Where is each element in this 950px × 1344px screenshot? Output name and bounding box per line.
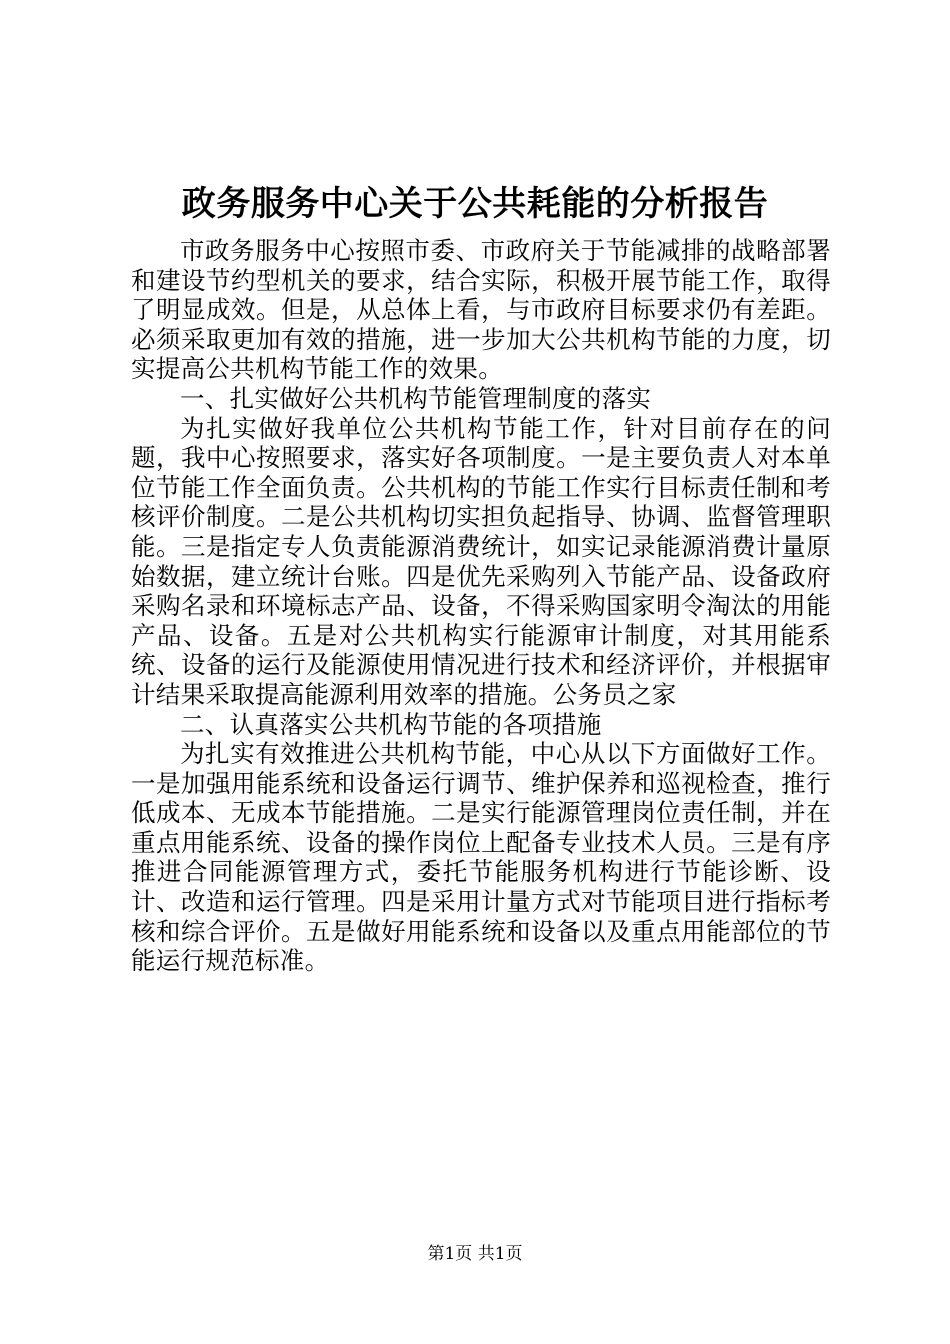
intro-paragraph: 市政务服务中心按照市委、市政府关于节能减排的战略部署和建设节约型机关的要求，结合实际，积极开展节能工作，取得了明显成效。但是，从总体上看，与市政府目标要求仍有差距。必须采取更加有效的措施，进一步加大公共机构节能的力度，切实提高公共机构节能工作的效果。 [131,236,831,384]
document-body [131,236,831,976]
document-title: 政务服务中心关于公共耗能的分析报告 [181,184,769,224]
section-heading-1: 一、扎实做好公共机构节能管理制度的落实 [180,383,652,413]
section-1-paragraph: 为扎实做好我单位公共机构节能工作，针对目前存在的问题，我中心按照要求，落实好各项制度。一是主要负责人对本单位节能工作全面负责。公共机构的节能工作实行目标责任制和考核评价制度。二是公共机构切实担负起指导、协调、监督管理职能。三是指定专人负责能源消费统计，如实记录能源消费计量原始数据，建立统计台账。四是优先采购列入节能产品、设备政府采购名录和环境标志产品、设备，不得采购国家明令淘汰的用能产品、设备。五是对公共机构实行能源审计制度，对其用能系统、设备的运行及能源使用情况进行技术和经济评价，并根据审计结果采取提高能源利用效率的措施。公务员之家 [131,413,831,709]
section-2-paragraph: 为扎实有效推进公共机构节能，中心从以下方面做好工作。一是加强用能系统和设备运行调节、维护保养和巡视检查，推行低成本、无成本节能措施。二是实行能源管理岗位责任制，并在重点用能系统、设备的操作岗位上配备专业技术人员。三是有序推进合同能源管理方式，委托节能服务机构进行节能诊断、设计、改造和运行管理。四是采用计量方式对节能项目进行指标考核和综合评价。五是做好用能系统和设备以及重点用能部位的节能运行规范标准。 [131,739,831,976]
page-number-footer: 第1页 共1页 [427,1244,523,1264]
section-heading-2: 二、认真落实公共机构节能的各项措施 [180,709,602,739]
